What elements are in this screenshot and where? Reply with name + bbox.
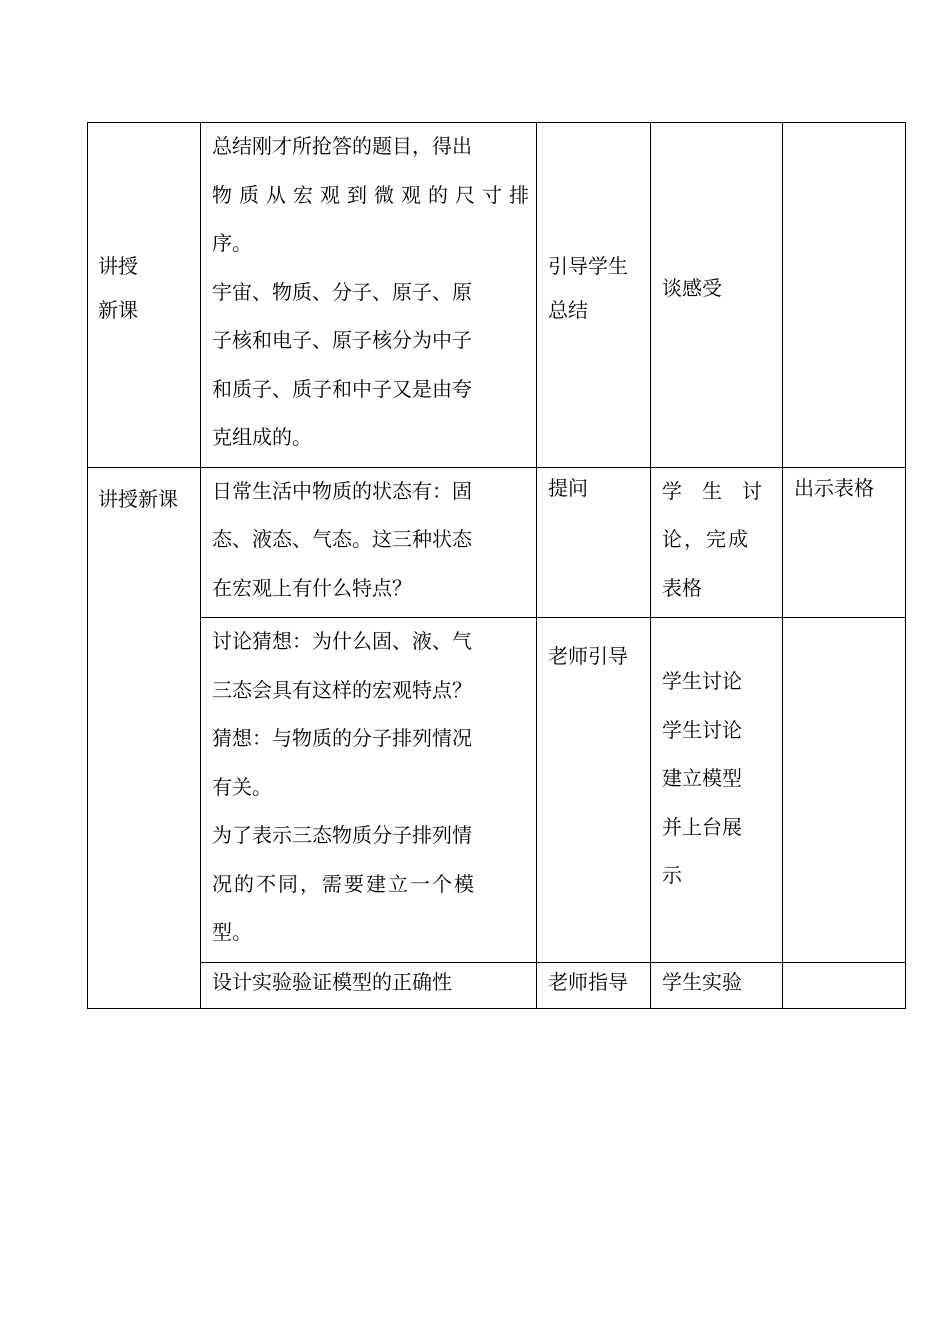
media-cell <box>783 618 906 963</box>
media-text <box>783 963 905 967</box>
content-line: 三态会具有这样的宏观特点？ <box>212 677 472 702</box>
content-line: 讨论猜想：为什么固、液、气 <box>212 629 472 653</box>
media-cell <box>783 962 906 1008</box>
content-line: 有关。 <box>212 774 272 799</box>
stage-cell <box>88 123 201 468</box>
teacher-activity-cell <box>537 962 651 1008</box>
content-line: 猜想：与物质的分子排列情况 <box>212 726 472 750</box>
media-cell <box>783 123 906 468</box>
table-row <box>88 618 906 963</box>
media-text <box>783 618 905 622</box>
content-line: 在宏观上有什么特点？ <box>212 575 412 600</box>
content-line: 克组成的。 <box>212 425 312 449</box>
stage-text: 讲授新课 <box>98 486 178 511</box>
student-activity-cell <box>651 618 783 963</box>
content-line: 况的不同，需要建立一个模 <box>212 871 476 896</box>
student-line: 建立模型 <box>662 766 742 790</box>
content-line: 子核和电子、原子核分为中子 <box>212 328 472 352</box>
teacher-activity-cell <box>537 123 651 468</box>
teacher-line: 引导学生 <box>548 253 628 278</box>
content-line: 型。 <box>212 920 252 944</box>
content-text: 设计实验验证模型的正确性 <box>212 969 452 994</box>
teacher-text: 老师指导 <box>548 969 628 994</box>
content-line: 为了表示三态物质分子排列情 <box>212 823 472 847</box>
student-line: 学生讨 <box>662 478 782 503</box>
student-line: 示 <box>662 863 682 887</box>
stage-cell <box>88 467 201 1008</box>
teacher-text: 老师引导 <box>548 644 628 668</box>
content-line: 总结刚才所抢答的题目，得出 <box>212 134 472 158</box>
stage-line: 新课 <box>98 297 138 322</box>
student-line: 谈感受 <box>662 275 722 300</box>
content-line: 和质子、质子和中子又是由夸 <box>212 376 472 401</box>
student-line: 并上台展 <box>662 814 742 839</box>
content-cell <box>201 467 537 618</box>
teacher-activity-cell <box>537 467 651 618</box>
student-line: 表格 <box>662 575 702 600</box>
student-activity-cell <box>651 962 783 1008</box>
student-line: 学生讨论 <box>662 717 742 742</box>
student-line: 论，完成 <box>662 527 750 551</box>
teacher-line: 总结 <box>548 297 588 322</box>
student-line: 学生讨论 <box>662 669 742 693</box>
teacher-text: 提问 <box>548 475 588 500</box>
content-cell <box>201 123 537 468</box>
stage-line: 讲授 <box>98 253 138 278</box>
content-cell <box>201 962 537 1008</box>
media-text <box>783 123 905 127</box>
content-line: 日常生活中物质的状态有：固 <box>212 478 472 503</box>
content-cell <box>201 618 537 963</box>
media-text: 出示表格 <box>794 475 874 500</box>
media-cell <box>783 467 906 618</box>
table-row <box>88 962 906 1008</box>
table-row <box>88 123 906 468</box>
teacher-activity-cell <box>537 618 651 963</box>
content-line: 宇宙、物质、分子、原子、原 <box>212 279 472 304</box>
lesson-plan-table <box>87 122 906 1009</box>
student-text: 学生实验 <box>662 969 742 994</box>
student-activity-cell <box>651 123 783 468</box>
content-line: 序。 <box>212 231 252 255</box>
student-activity-cell <box>651 467 783 618</box>
content-line: 态、液态、气态。这三种状态 <box>212 527 472 551</box>
table-row <box>88 467 906 618</box>
content-line: 物质从宏观到微观的尺寸排 <box>212 182 536 207</box>
